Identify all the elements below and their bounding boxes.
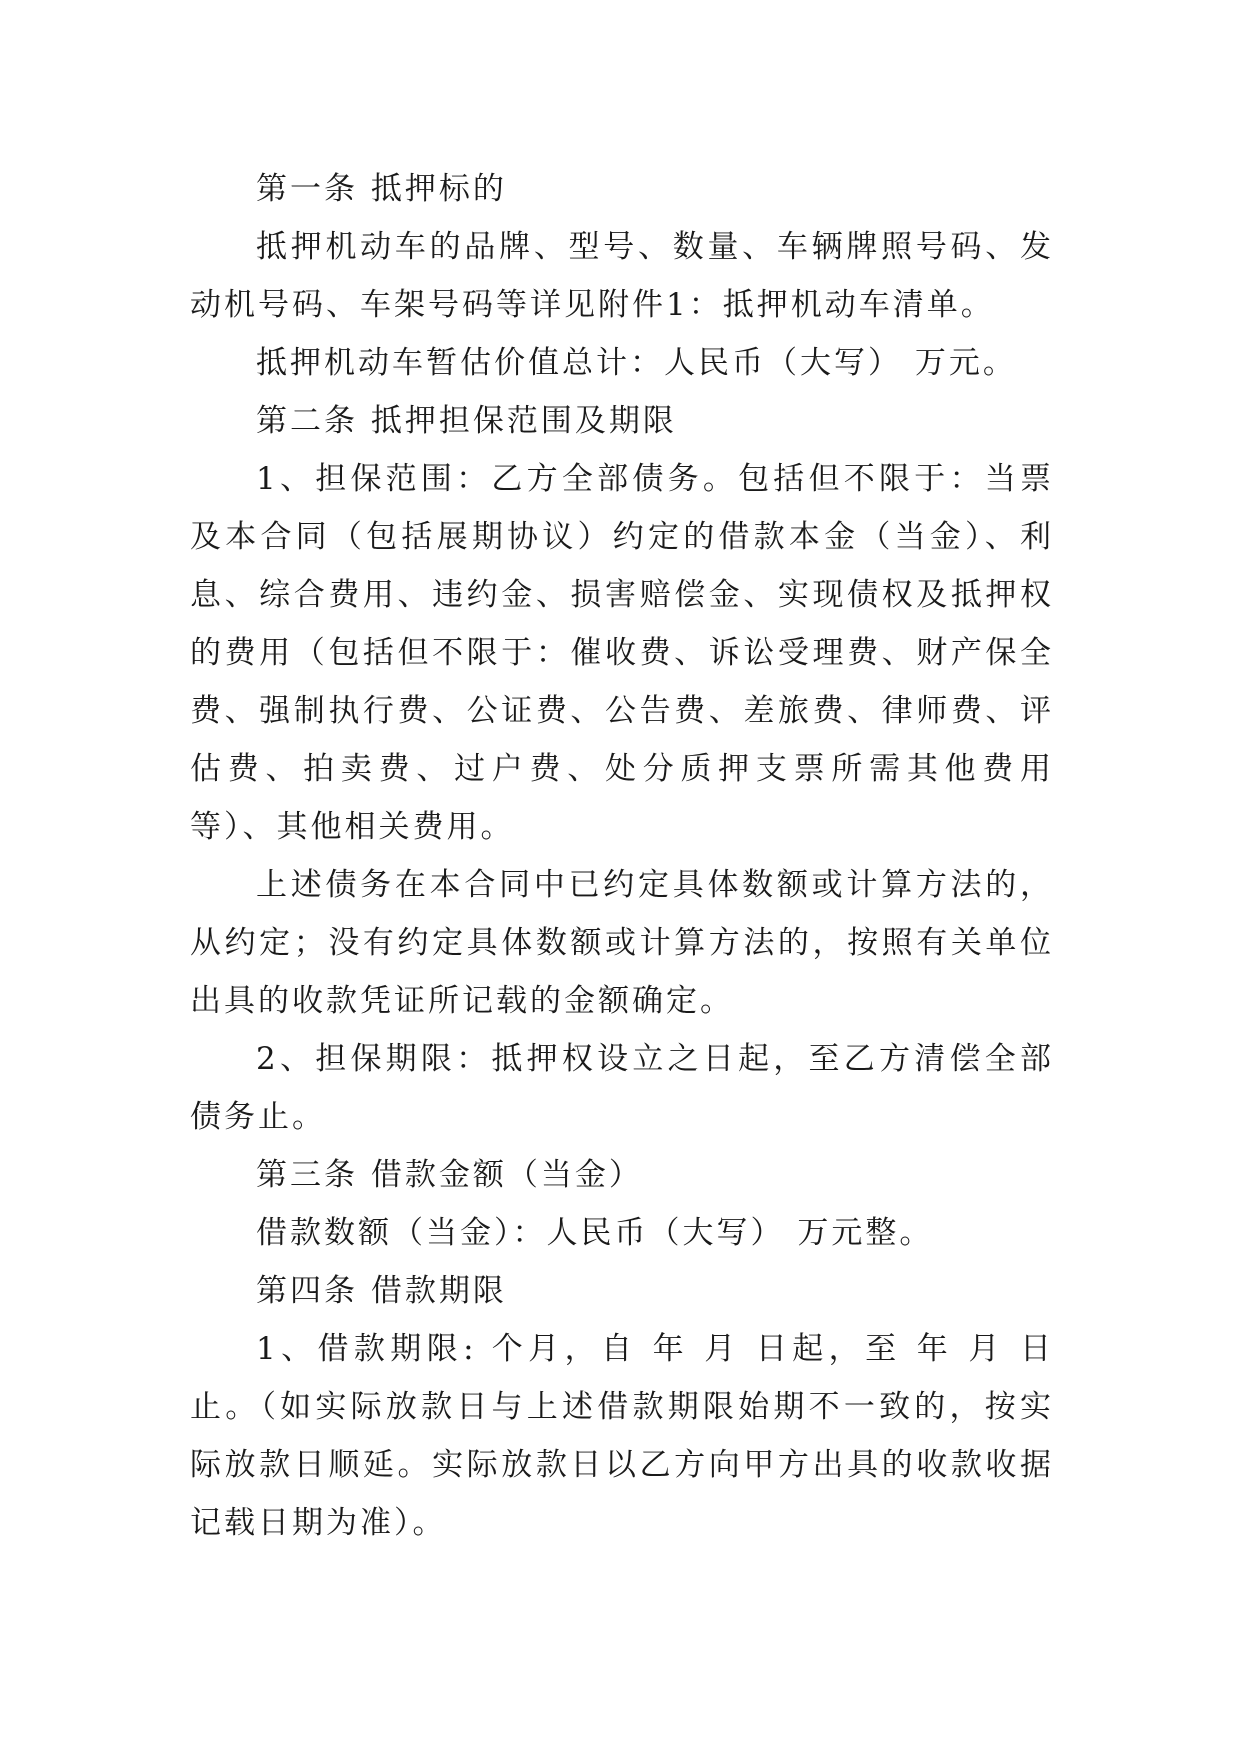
article-3-paragraph-loan-amount: 借款数额（当金）：人民币（大写） 万元整。 xyxy=(256,1215,934,1251)
article-2-heading: 第二条 抵押担保范围及期限 xyxy=(256,403,677,439)
article-2-paragraph-debt-amount: 上述债务在本合同中已约定具体数额或计算方法的，从约定；没有约定具体数额或计算方法的，按照有关单位出具的收款凭证所记载的金额确定。 xyxy=(190,867,1054,1019)
article-1-heading: 第一条 抵押标的 xyxy=(256,171,507,207)
article-4-paragraph-loan-term: 1、借款期限: 个月，自 年 月 日起，至 年 月 日止。（如实际放款日与上述借款期限始期不一致的，按实际放款日顺延。实际放款日以乙方向甲方出具的收款收据记载日期为准）。 xyxy=(190,1331,1054,1541)
article-4-heading: 第四条 借款期限 xyxy=(256,1273,507,1309)
article-2-paragraph-guarantee-scope: 1、担保范围：乙方全部债务。包括但不限于：当票及本合同（包括展期协议）约定的借款本金（当金）、利息、综合费用、违约金、损害赔偿金、实现债权及抵押权的费用（包括但不限于：催收费、诉讼受理费、财产保全费、强制执行费、公证费、公告费、差旅费、律师费、评估费、拍卖费、过户费、处分质押支票所需其他费用等）、其他相关费用。 xyxy=(190,461,1054,845)
article-3-heading: 第三条 借款金额（当金） xyxy=(256,1157,643,1193)
article-1-paragraph-vehicle-details: 抵押机动车的品牌、型号、数量、车辆牌照号码、发动机号码、车架号码等详见附件1：抵押机动车清单。 xyxy=(190,229,1054,323)
article-2-paragraph-guarantee-period: 2、担保期限：抵押权设立之日起，至乙方清偿全部债务止。 xyxy=(190,1041,1054,1135)
document-body xyxy=(190,160,1054,1552)
article-1-paragraph-estimated-value: 抵押机动车暂估价值总计：人民币（大写） 万元。 xyxy=(256,345,1017,381)
